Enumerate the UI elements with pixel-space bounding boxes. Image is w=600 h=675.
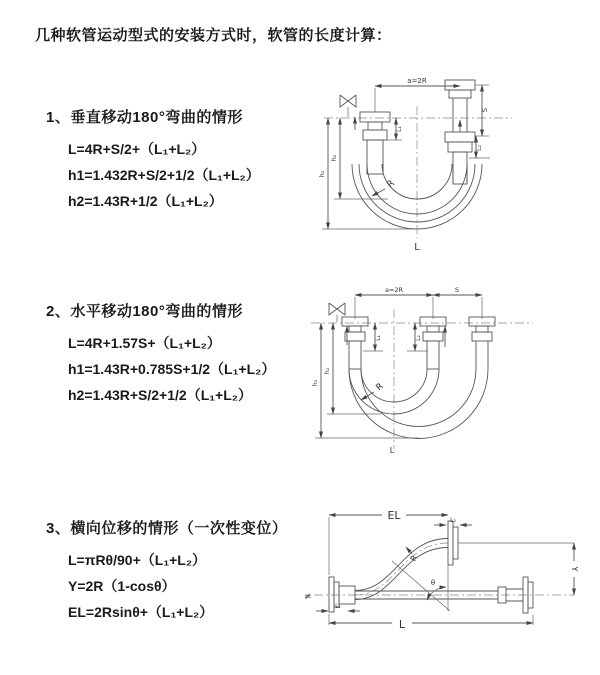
dim-label-l: L [398,618,406,631]
dim-label-r: R [385,178,397,191]
dim-label-h1: h₁ [318,170,326,178]
dimension-a2r [355,286,482,319]
diagram-vertical-180-bend [306,66,588,262]
formula-h1: h1=1.43R+0.785S+1/2（L₁+L₂） [68,361,276,377]
centerlines [304,592,574,602]
middle-fitting [420,317,446,369]
formula-length: L=4R+S/2+（L₁+L₂） [68,141,206,157]
left-fitting [355,112,390,174]
dim-label-h2: h₂ [323,367,331,375]
formula-length: L=πRθ/90+（L₁+L₂） [68,552,207,568]
dimension-s [475,85,489,136]
dim-label-l1: L₁ [335,603,341,610]
dimension-h2 [323,323,381,414]
dim-label-s: S [454,286,460,294]
dim-label-l1: L₁ [375,335,382,341]
page-title: 几种软管运动型式的安装方式时，软管的长度计算： [35,27,392,44]
dim-label-h1: h₁ [311,379,319,387]
dim-label-l: L [389,446,395,455]
angle-label-theta: θ [430,579,436,587]
section-2 [46,300,275,408]
section-3-heading: 3、横向位移的情形（一次性变位） [46,520,288,537]
dim-label-s: S [481,107,489,113]
dimension-s [433,286,482,295]
section-3 [46,517,287,625]
section-1 [46,106,260,214]
dimension-a2r [375,77,460,112]
dim-label-l1: L₁ [396,126,403,132]
formula-y: Y=2R（1-cosθ） [68,578,176,594]
formula-h1: h1=1.432R+S/2+1/2（L₁+L₂） [68,167,260,183]
formula-h2: h2=1.43R+S/2+1/2（L₁+L₂） [68,387,252,403]
left-flange [329,577,355,612]
radius-callout [372,179,397,196]
dimension-l [329,614,533,631]
valve-icon [329,303,345,322]
dim-label-a2r: a=2R [384,286,404,294]
dim-label-l2: L₂ [450,517,456,524]
radius-callout [406,547,420,563]
right-fitting [445,80,475,184]
dimension-l2 [407,323,428,351]
formula-el: EL=2Rsinθ+（L₁+L₂） [68,604,214,620]
right-fitting [469,317,495,369]
centerlines [311,309,533,449]
dim-label-l2: L₂ [415,335,422,341]
formula-h2: h2=1.43R+1/2（L₁+L₂） [68,193,223,209]
dim-label-a2r: a=2R [407,77,427,85]
dim-label-h2: h₂ [330,154,338,162]
dimension-l1 [363,323,383,351]
straight-pipe [355,577,533,613]
upper-flange [448,521,574,565]
angle-construction [392,561,450,611]
formula-length: L=4R+1.57S+（L₁+L₂） [68,335,221,351]
pipe-break-mark: ≠ [304,592,312,602]
section-1-heading: 1、垂直移动180°弯曲的情形 [46,109,243,126]
dim-label-r: R [374,381,386,394]
valve-icon [340,95,356,117]
dim-label-el: EL [387,509,401,522]
dim-label-l2: L₂ [476,145,483,151]
section-2-heading: 2、水平移动180°弯曲的情形 [46,303,243,320]
dim-label-y: Y [570,566,579,572]
dimension-y [570,543,579,595]
left-fitting [342,317,368,369]
dim-label-r: R [408,553,420,563]
hose-arcs [349,369,488,439]
dim-label-l: L [414,242,420,253]
dimension-l1 [387,118,403,140]
diagram-horizontal-180-bend [301,281,593,473]
diagram-lateral-displacement [300,503,597,640]
